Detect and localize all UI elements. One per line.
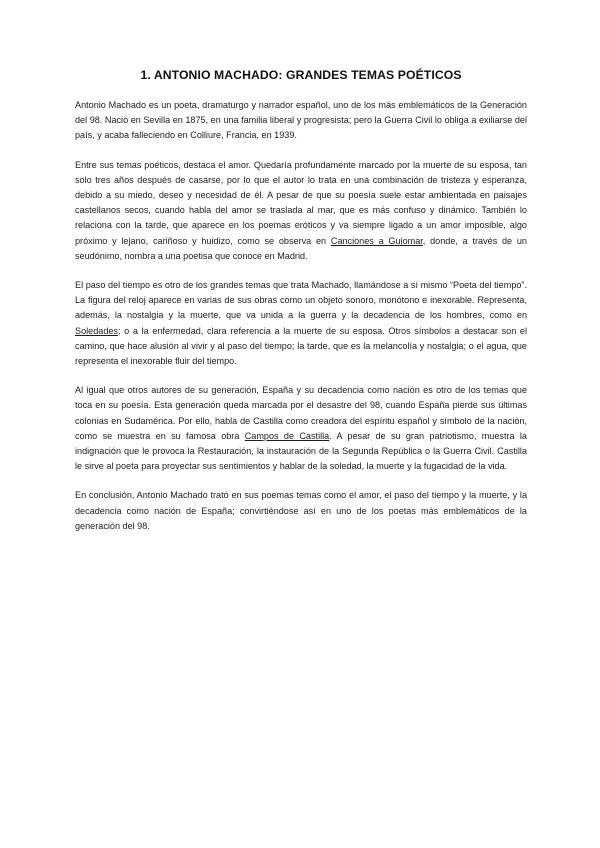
paragraph-love bbox=[75, 158, 527, 264]
work-title-soledades: Soledades bbox=[75, 325, 118, 336]
paragraph-spain bbox=[75, 383, 527, 474]
document-title: 1. ANTONIO MACHADO: GRANDES TEMAS POÉTICOS bbox=[140, 68, 462, 82]
work-title-campos-de-castilla: Campos de Castilla bbox=[244, 430, 330, 441]
paragraph-time bbox=[75, 278, 527, 369]
paragraph-time-text-end: ; o a la enfermedad, clara referencia a la muerte de su esposa. Otros símbolos a destacar son el camino, que hace alusión al vivir y al paso del tiempo; la tarde, que es la melancolía y nostalgia; o el agua, que representa el inexorable fluir del tiempo. bbox=[75, 325, 527, 367]
paragraph-love-text-end: , donde, a través de un seudónimo, nombra a una poetisa que conoce en Madrid. bbox=[75, 235, 527, 261]
paragraph-time-text-start: El paso del tiempo es otro de los grandes temas que trata Machado, llamándose a sí mismo “Poeta del tiempo”. La figura del reloj aparece en varias de sus obras como un objeto sonoro, monótono e inexorable. Representa, además, la nostalgia y la muerte, que va unida a la guerra y la decadencia de los hombres, como en bbox=[75, 280, 527, 321]
paragraph-spain-text-start: Al igual que otros autores de su generación, España y su decadencia como nación es otro de los temas que toca en su poesía. Esta generación queda marcada por el desastre del 98, cuando España pierde sus últimas colonias en Sudamérica. Por ello, habla de Castilla como creadora del espíritu español y símbolo de la nación, como se muestra en su famosa obra bbox=[75, 385, 527, 441]
work-title-canciones-a-guiomar: Canciones a Guiomar bbox=[330, 235, 423, 246]
paragraph-intro: Antonio Machado es un poeta, dramaturgo y narrador español, uno de los más emblemáticos de la Generación del 98. Nació en Sevilla en 1875, en una familia liberal y progresista; pero la Guerra Civil lo obliga a exiliarse del país, y acaba falleciendo en Colliure, Francia, en 1939. bbox=[75, 100, 527, 141]
paragraph-spain-text-end: . A pesar de su gran patriotismo, muestra la indignación que le provoca la Restauración, la instauración de la Segunda República o la Guerra Civil. Castilla le sirve al poeta para proyectar sus sentimientos y hablar de la soledad, la muerte y la fugacidad de la vida. bbox=[75, 430, 527, 472]
document-page bbox=[75, 68, 527, 548]
paragraph-conclusion: En conclusión, Antonio Machado trató en sus poemas temas como el amor, el paso del tiempo y la muerte, y la decadencia como nación de España; convirtiéndose así en uno de los poetas más emblemáticos de la generación del 98. bbox=[75, 490, 527, 531]
paragraph-love-text-start: Entre sus temas poéticos, destaca el amor. Quedaría profundamente marcado por la muerte de su esposa, tan solo tres años después de casarse, por lo que el autor lo trata en una combinación de tristeza y esperanza, debido a su miedo, deseo y necesidad de él. A pesar de que su poesía suele estar ambientada en paisajes castellanos secos, cuando habla del amor se traslada al mar, que es más confuso y dinámico. También lo relaciona con la tarde, que aparece en los poemas eróticos y va siempre ligado a un amor imposible, algo próximo y lejano, cariñoso y huidizo, como se observa en bbox=[75, 159, 527, 246]
